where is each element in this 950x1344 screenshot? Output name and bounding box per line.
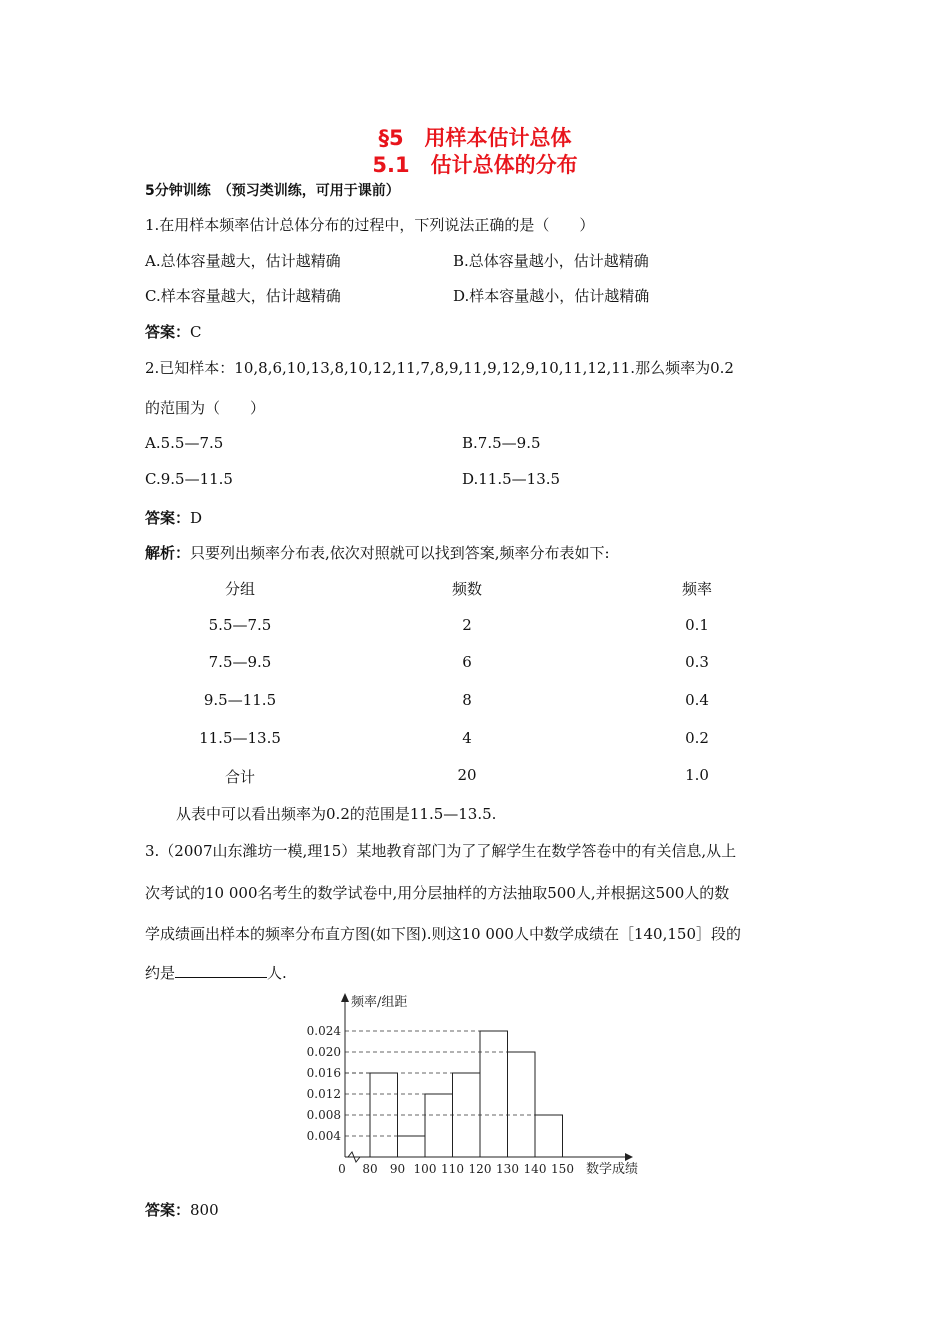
q3-line4-prefix: 约是 <box>145 964 176 982</box>
x-tick-label: 80 <box>362 1162 378 1176</box>
y-tick-label: 0.020 <box>306 1045 341 1059</box>
answer-value: 800 <box>190 1201 219 1219</box>
histogram-bar <box>398 1136 426 1157</box>
q1-stem: 1.在用样本频率估计总体分布的过程中，下列说法正确的是（ ） <box>145 216 595 234</box>
y-tick-label: 0.004 <box>306 1129 341 1143</box>
table-header: 分组 <box>224 580 255 598</box>
table-cell: 11.5—13.5 <box>199 729 281 747</box>
table-header: 频数 <box>451 580 482 598</box>
q1-option-d: D.样本容量越小，估计越精确 <box>453 287 650 305</box>
x-axis-label: 数学成绩 <box>586 1162 639 1177</box>
q2-option-a: A.5.5—7.5 <box>145 434 224 452</box>
y-axis-label: 频率/组距 <box>351 995 408 1010</box>
q1-answer <box>145 321 202 342</box>
histogram-bar <box>480 1031 508 1157</box>
q3-line3: 学成绩画出样本的频率分布直方图(如下图).则这10 000人中数学成绩在［140,150］段的 <box>145 925 741 943</box>
table-cell: 0.4 <box>685 691 709 709</box>
x-tick-label: 130 <box>496 1162 519 1176</box>
x-axis-arrow <box>625 1153 633 1161</box>
table-cell: 2 <box>462 616 472 634</box>
q1-option-c: C.样本容量越大，估计越精确 <box>145 287 341 305</box>
table-cell: 1.0 <box>685 766 709 784</box>
histogram-bar <box>425 1094 453 1157</box>
x-tick-label: 120 <box>468 1162 492 1176</box>
answer-label: 答案： <box>145 509 191 527</box>
y-tick-label: 0.012 <box>306 1087 341 1101</box>
q2-conclusion: 从表中可以看出频率为0.2的范围是11.5—13.5. <box>176 805 497 823</box>
q3-line4-suffix: 人. <box>267 964 287 982</box>
fill-in-blank <box>175 963 267 978</box>
answer-label: 答案： <box>145 1201 191 1219</box>
q1-option-a: A.总体容量越大，估计越精确 <box>145 252 341 270</box>
histogram-bar <box>508 1052 536 1157</box>
table-cell: 0.3 <box>685 653 709 671</box>
y-tick-label: 0.008 <box>306 1108 341 1122</box>
table-cell: 7.5—9.5 <box>208 653 272 671</box>
analysis-label: 解析： <box>145 544 191 562</box>
x-tick-label: 100 <box>413 1162 437 1176</box>
frequency-histogram <box>300 990 660 1180</box>
x-tick-label: 150 <box>551 1162 574 1176</box>
answer-label: 答案： <box>145 323 191 341</box>
table-cell: 合计 <box>224 768 255 786</box>
q2-option-b: B.7.5—9.5 <box>462 434 541 452</box>
answer-value: D <box>190 509 203 527</box>
y-tick-label: 0.024 <box>306 1024 341 1038</box>
table-cell: 0.2 <box>685 729 709 747</box>
table-cell: 5.5—7.5 <box>208 616 272 634</box>
analysis-text: 只要列出频率分布表,依次对照就可以找到答案,频率分布表如下: <box>190 544 610 562</box>
table-header: 频率 <box>681 580 712 598</box>
q3-line2: 次考试的10 000名考生的数学试卷中,用分层抽样的方法抽取500人,并根据这500人的数 <box>145 884 730 902</box>
x-tick-label: 140 <box>523 1162 547 1176</box>
q3-line1: 3.（2007山东潍坊一模,理15）某地教育部门为了了解学生在数学答卷中的有关信息,从上 <box>145 842 737 860</box>
histogram-bar <box>535 1115 563 1157</box>
table-cell: 8 <box>462 691 472 709</box>
subsection-title: 5.1 估计总体的分布 <box>372 153 578 177</box>
table-cell: 0.1 <box>685 616 709 634</box>
x-tick-label: 90 <box>389 1162 406 1176</box>
section-label: 5分钟训练 （预习类训练，可用于课前） <box>145 183 400 199</box>
q1-option-b: B.总体容量越小，估计越精确 <box>453 252 649 270</box>
q2-analysis <box>145 542 610 563</box>
y-axis-arrow <box>341 993 349 1002</box>
y-tick-label: 0.016 <box>306 1066 341 1080</box>
answer-value: C <box>190 323 202 341</box>
q2-option-c: C.9.5—11.5 <box>145 470 233 488</box>
table-cell: 6 <box>462 653 472 671</box>
q3-line4 <box>145 962 287 983</box>
origin-label: 0 <box>338 1162 346 1176</box>
q2-stem-line1: 2.已知样本：10,8,6,10,13,8,10,12,11,7,8,9,11,9,12,9,10,11,12,11.那么频率为0.2 <box>145 359 734 377</box>
table-cell: 20 <box>457 766 477 784</box>
q2-stem-line2: 的范围为（ ） <box>145 399 266 417</box>
section-title: §5 用样本估计总体 <box>378 126 572 150</box>
q2-option-d: D.11.5—13.5 <box>462 470 561 488</box>
q2-answer <box>145 507 202 528</box>
table-cell: 4 <box>462 729 472 747</box>
q3-answer <box>145 1199 219 1220</box>
table-cell: 9.5—11.5 <box>203 691 277 709</box>
x-tick-label: 110 <box>441 1162 464 1176</box>
